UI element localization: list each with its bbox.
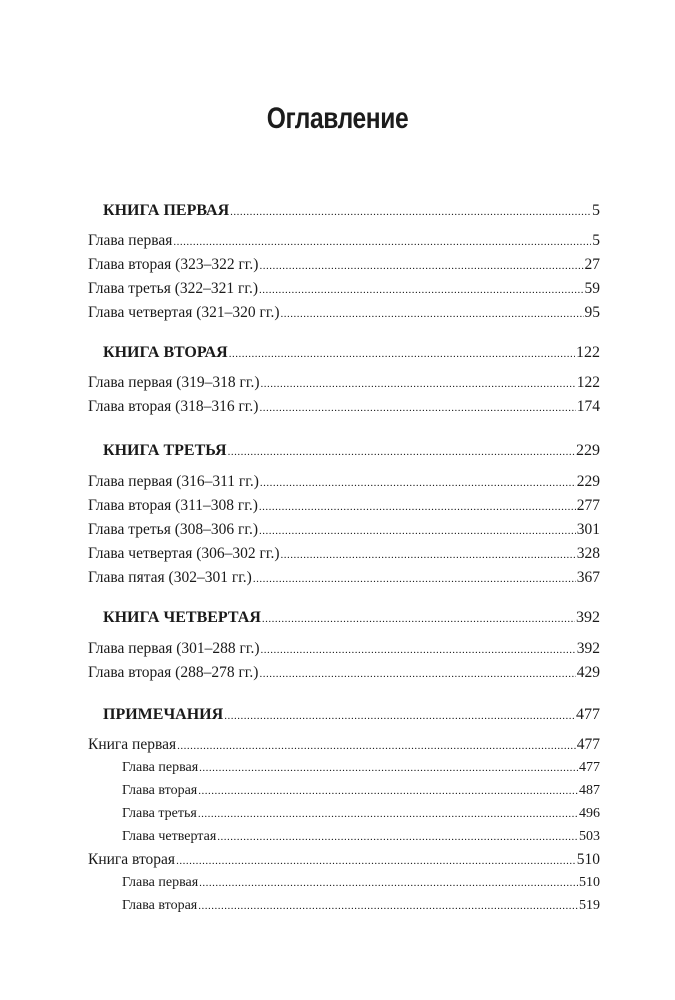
page-number: 328 xyxy=(576,545,600,562)
dot-leader xyxy=(228,442,575,460)
entry-label: Книга первая xyxy=(88,736,177,753)
entry-label: Глава первая xyxy=(122,760,199,775)
page-number: 487 xyxy=(579,783,600,798)
toc-chapter-entry[interactable] xyxy=(88,232,600,254)
toc-chapter-entry[interactable] xyxy=(88,374,600,396)
entry-label: Глава третья (322–321 гг.) xyxy=(88,280,259,297)
entry-label: Глава пятая (302–301 гг.) xyxy=(88,569,252,586)
page-number: 229 xyxy=(576,442,600,459)
entry-label: Глава вторая (323–322 гг.) xyxy=(88,256,259,273)
page-title: Оглавление xyxy=(266,102,409,135)
page-number: 277 xyxy=(576,497,600,514)
toc-chapter-entry[interactable] xyxy=(88,569,600,591)
page-number: 510 xyxy=(579,875,600,890)
entry-label: Глава первая xyxy=(88,232,173,249)
entry-label: Глава первая xyxy=(122,875,199,890)
entry-label: Глава четвертая (321–320 гг.) xyxy=(88,304,280,321)
toc-subchapter-entry[interactable] xyxy=(122,829,600,851)
toc-subchapter-entry[interactable] xyxy=(122,875,600,897)
toc-book-entry[interactable] xyxy=(103,609,600,631)
toc-chapter-entry[interactable] xyxy=(88,473,600,495)
toc-book-entry[interactable] xyxy=(103,202,600,224)
toc-chapter-entry[interactable] xyxy=(88,256,600,278)
dot-leader xyxy=(261,640,576,658)
page-number: 477 xyxy=(576,706,600,723)
dot-leader xyxy=(259,521,576,539)
page-number: 122 xyxy=(576,344,600,361)
entry-label: КНИГА ПЕРВАЯ xyxy=(103,202,230,219)
page-number: 496 xyxy=(579,806,600,821)
page-number: 477 xyxy=(576,736,600,753)
entry-label: Глава третья xyxy=(122,806,197,821)
page-number: 477 xyxy=(579,760,600,775)
dot-leader xyxy=(259,280,583,298)
entry-label: Глава вторая (288–278 гг.) xyxy=(88,664,259,681)
dot-leader xyxy=(199,875,578,891)
toc-subchapter-entry[interactable] xyxy=(122,760,600,782)
dot-leader xyxy=(229,344,575,362)
page-number: 5 xyxy=(592,202,600,219)
toc-book-entry[interactable] xyxy=(103,344,600,366)
toc-chapter-entry[interactable] xyxy=(88,304,600,326)
dot-leader xyxy=(198,898,578,914)
toc-chapter-entry[interactable] xyxy=(88,736,600,758)
dot-leader xyxy=(177,736,576,754)
dot-leader xyxy=(260,473,576,491)
dot-leader xyxy=(281,304,584,322)
entry-label: Глава вторая (311–308 гг.) xyxy=(88,497,258,514)
page-number: 301 xyxy=(576,521,600,538)
dot-leader xyxy=(259,398,575,416)
entry-label: ПРИМЕЧАНИЯ xyxy=(103,706,224,723)
dot-leader xyxy=(230,202,591,220)
entry-label: КНИГА ЧЕТВЕРТАЯ xyxy=(103,609,261,626)
page-number: 519 xyxy=(579,898,600,913)
dot-leader xyxy=(199,760,578,776)
page-number: 95 xyxy=(584,304,600,321)
dot-leader xyxy=(259,256,583,274)
toc-subchapter-entry[interactable] xyxy=(122,898,600,920)
toc-chapter-entry[interactable] xyxy=(88,280,600,302)
entry-label: КНИГА ВТОРАЯ xyxy=(103,344,228,361)
entry-label: Книга вторая xyxy=(88,851,176,868)
toc-chapter-entry[interactable] xyxy=(88,497,600,519)
dot-leader xyxy=(259,497,576,515)
page-number: 429 xyxy=(576,664,600,681)
page-number: 59 xyxy=(584,280,600,297)
entry-label: Глава вторая xyxy=(122,783,198,798)
entry-label: Глава третья (308–306 гг.) xyxy=(88,521,259,538)
dot-leader xyxy=(217,829,578,845)
entry-label: Глава четвертая (306–302 гг.) xyxy=(88,545,280,562)
toc-chapter-entry[interactable] xyxy=(88,640,600,662)
entry-label: Глава первая (301–288 гг.) xyxy=(88,640,260,657)
dot-leader xyxy=(281,545,576,563)
dot-leader xyxy=(261,374,576,392)
toc-chapter-entry[interactable] xyxy=(88,545,600,567)
page-number: 229 xyxy=(576,473,600,490)
page-number: 392 xyxy=(576,609,600,626)
toc-book-entry[interactable] xyxy=(103,706,600,728)
entry-label: Глава четвертая xyxy=(122,829,217,844)
page-number: 392 xyxy=(576,640,600,657)
page-number: 367 xyxy=(576,569,600,586)
toc-book-entry[interactable] xyxy=(103,442,600,464)
dot-leader xyxy=(176,851,576,869)
entry-label: Глава первая (319–318 гг.) xyxy=(88,374,260,391)
page-number: 27 xyxy=(584,256,600,273)
toc-chapter-entry[interactable] xyxy=(88,851,600,873)
toc-chapter-entry[interactable] xyxy=(88,398,600,420)
entry-label: Глава вторая xyxy=(122,898,198,913)
toc-chapter-entry[interactable] xyxy=(88,521,600,543)
dot-leader xyxy=(198,806,578,822)
dot-leader xyxy=(173,232,591,250)
page-number: 503 xyxy=(579,829,600,844)
dot-leader xyxy=(198,783,578,799)
entry-label: Глава первая (316–311 гг.) xyxy=(88,473,259,490)
toc-subchapter-entry[interactable] xyxy=(122,806,600,828)
page-number: 510 xyxy=(576,851,600,868)
page-number: 5 xyxy=(592,232,600,249)
dot-leader xyxy=(259,664,575,682)
page-number: 174 xyxy=(576,398,600,415)
entry-label: КНИГА ТРЕТЬЯ xyxy=(103,442,227,459)
dot-leader xyxy=(253,569,576,587)
dot-leader xyxy=(262,609,575,627)
toc-chapter-entry[interactable] xyxy=(88,664,600,686)
page-number: 122 xyxy=(576,374,600,391)
toc-subchapter-entry[interactable] xyxy=(122,783,600,805)
entry-label: Глава вторая (318–316 гг.) xyxy=(88,398,259,415)
dot-leader xyxy=(224,706,575,724)
